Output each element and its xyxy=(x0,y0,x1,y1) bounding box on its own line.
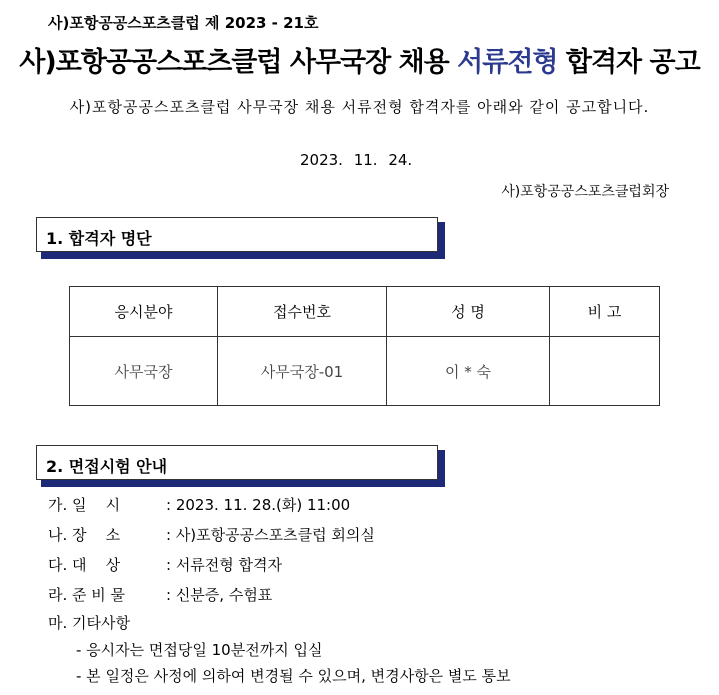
item-label: 마. 기타사항 xyxy=(48,614,130,632)
section1-title: 1. 합격자 명단 xyxy=(46,229,152,248)
passers-table xyxy=(69,286,660,406)
title-highlight: 서류전형 xyxy=(457,47,558,78)
item-value: : 신분증, 수험표 xyxy=(166,586,273,604)
list-item xyxy=(48,554,282,575)
cell-reg-number: 사무국장-01 xyxy=(218,337,387,406)
title-suffix: 합격자 공고 xyxy=(557,47,700,78)
title-prefix: 사)포항공공스포츠클럽 사무국장 채용 xyxy=(19,47,458,78)
list-item xyxy=(48,494,350,515)
header-remarks: 비 고 xyxy=(550,287,660,337)
organization-signature: 사)포항공공스포츠클럽회장 xyxy=(501,184,669,200)
announcement-date: 2023. 11. 24. xyxy=(300,151,413,169)
item-value: : 서류전형 합격자 xyxy=(166,556,283,574)
header-name: 성 명 xyxy=(387,287,550,337)
cell-field: 사무국장 xyxy=(70,337,218,406)
table-header-row xyxy=(70,287,660,337)
item-label: 다. 대 상 xyxy=(48,556,121,574)
section2-title: 2. 면접시험 안내 xyxy=(46,457,168,476)
item-label: 가. 일 시 xyxy=(48,496,121,514)
cell-remarks xyxy=(550,337,660,406)
item-label: 라. 준 비 물 xyxy=(48,586,126,604)
document-number: 사)포항공공스포츠클럽 제 2023 - 21호 xyxy=(48,14,319,32)
item-label: 나. 장 소 xyxy=(48,526,121,544)
item-value: : 사)포항공공스포츠클럽 회의실 xyxy=(166,526,375,544)
cell-name: 이 * 숙 xyxy=(387,337,550,406)
list-item xyxy=(48,584,272,605)
list-item xyxy=(48,612,166,633)
header-field: 응시분야 xyxy=(70,287,218,337)
intro-text: 사)포항공공스포츠클럽 사무국장 채용 서류전형 합격자를 아래와 같이 공고합니다. xyxy=(69,98,650,116)
header-reg-number: 접수번호 xyxy=(218,287,387,337)
note-item: - 응시자는 면접당일 10분전까지 입실 xyxy=(76,641,323,659)
page-title xyxy=(0,40,719,79)
item-value: : 2023. 11. 28.(화) 11:00 xyxy=(166,496,351,514)
table-row xyxy=(70,337,660,406)
note-item: - 본 일정은 사정에 의하여 변경될 수 있으며, 변경사항은 별도 통보 xyxy=(76,667,511,685)
list-item xyxy=(48,524,375,545)
